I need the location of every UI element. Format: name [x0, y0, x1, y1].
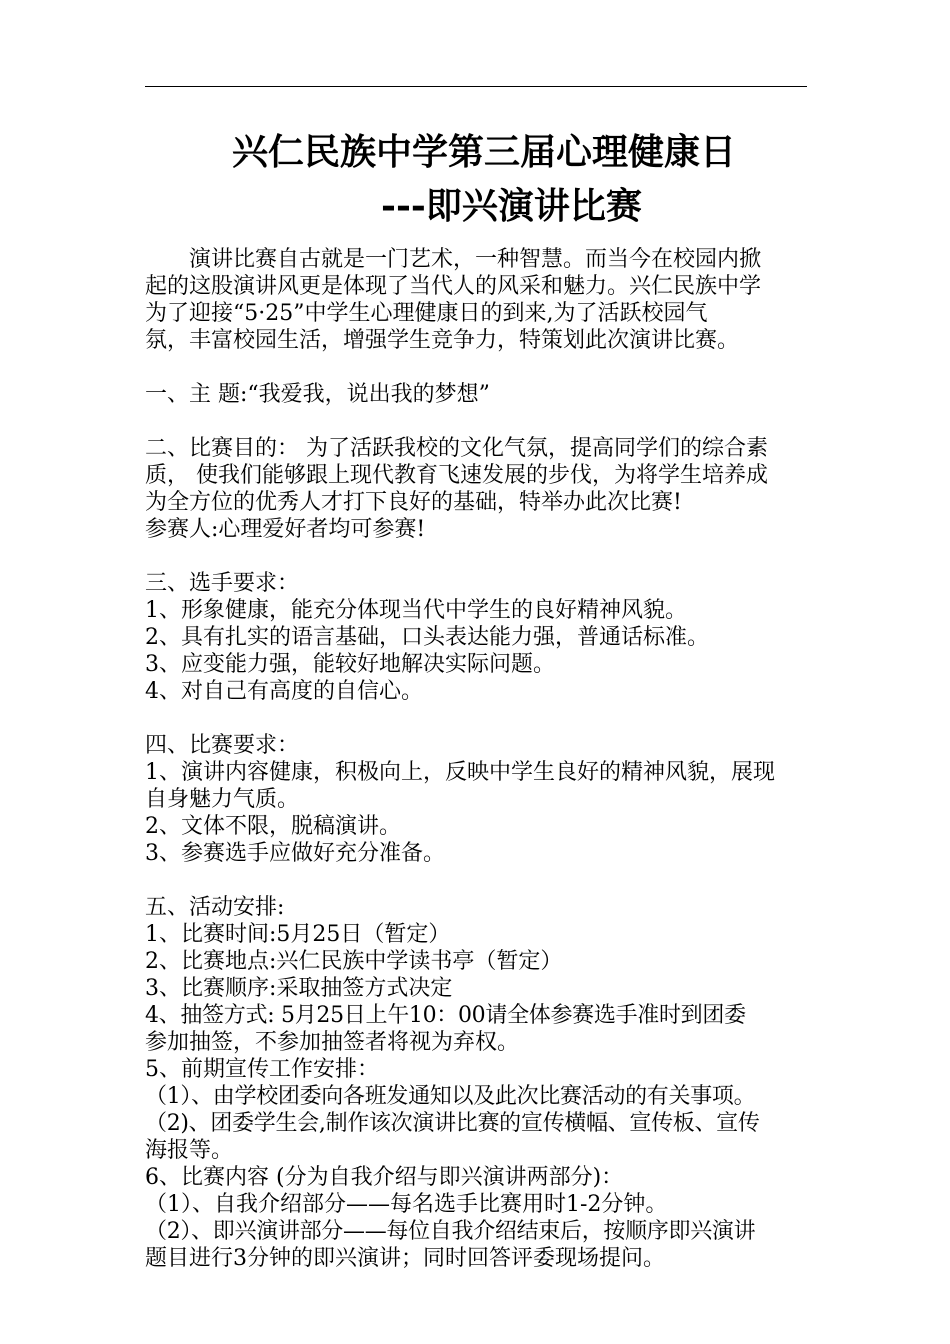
list-item: 海报等。 — [145, 1138, 234, 1163]
header-rule — [145, 86, 807, 87]
list-item: 6、比赛内容 (分为自我介绍与即兴演讲两部分)： — [145, 1165, 624, 1190]
list-item: 1、演讲内容健康，积极向上，反映中学生良好的精神风貌，展现 — [145, 760, 775, 785]
list-item: 2、具有扎实的语言基础，口头表达能力强，普通话标准。 — [145, 625, 709, 650]
list-item: （1）、由学校团委向各班发通知以及此次比赛活动的有关事项。 — [145, 1084, 756, 1109]
theme-line: 一、主 题:“我爱我，说出我的梦想” — [145, 382, 490, 407]
intro-line: 为了迎接“5·25”中学生心理健康日的到来,为了活跃校园气 — [145, 301, 708, 326]
document-title: 兴仁民族中学第三届心理健康日 — [232, 131, 737, 173]
list-item: （2）、即兴演讲部分——每位自我介绍结束后，按顺序即兴演讲 — [145, 1219, 756, 1244]
list-item: 4、对自己有高度的自信心。 — [145, 679, 423, 704]
list-item: 3、比赛顺序:采取抽签方式决定 — [145, 976, 453, 1001]
intro-line: 氛，丰富校园生活，增强学生竞争力，特策划此次演讲比赛。 — [145, 328, 740, 353]
list-item: 3、应变能力强，能较好地解决实际问题。 — [145, 652, 555, 677]
list-item: 参加抽签，不参加抽签者将视为弃权。 — [145, 1030, 520, 1055]
document-subtitle: ---即兴演讲比赛 — [381, 185, 642, 227]
intro-line: 起的这股演讲风更是体现了当代人的风采和魅力。兴仁民族中学 — [145, 274, 762, 299]
section-heading: 四、比赛要求： — [145, 733, 300, 758]
list-item: 1、比赛时间:5月25日（暂定） — [145, 922, 451, 947]
section-heading: 三、选手要求： — [145, 571, 300, 596]
document-body — [145, 246, 809, 1272]
list-item: 题目进行3分钟的即兴演讲；同时回答评委现场提问。 — [145, 1246, 665, 1271]
list-item: 4、抽签方式: 5月25日上午10：00请全体参赛选手准时到团委 — [145, 1003, 746, 1028]
list-item: 5、前期宣传工作安排： — [145, 1057, 379, 1082]
list-item: 2、文体不限，脱稿演讲。 — [145, 814, 401, 839]
list-item: （1）、自我介绍部分——每名选手比赛用时1-2分钟。 — [145, 1192, 668, 1217]
intro-line: 演讲比赛自古就是一门艺术，一种智慧。而当今在校园内掀 — [189, 247, 762, 272]
purpose-line: 质， 使我们能够跟上现代教育飞速发展的步伐，为将学生培养成 — [145, 463, 768, 488]
purpose-line: 二、比赛目的： 为了活跃我校的文化气氛，提高同学们的综合素 — [145, 436, 768, 461]
section-heading: 五、活动安排: — [145, 895, 285, 920]
list-item: 2、比赛地点:兴仁民族中学读书亭（暂定） — [145, 949, 563, 974]
participants-line: 参赛人:心理爱好者均可参赛! — [145, 517, 426, 542]
list-item: 1、形象健康，能充分体现当代中学生的良好精神风貌。 — [145, 598, 687, 623]
list-item: 自身魅力气质。 — [145, 787, 300, 812]
purpose-line: 为全方位的优秀人才打下良好的基础，特举办此次比赛! — [145, 490, 682, 515]
list-item: （2)、团委学生会,制作该次演讲比赛的宣传横幅、宣传板、宣传 — [145, 1111, 760, 1136]
list-item: 3、参赛选手应做好充分准备。 — [145, 841, 445, 866]
